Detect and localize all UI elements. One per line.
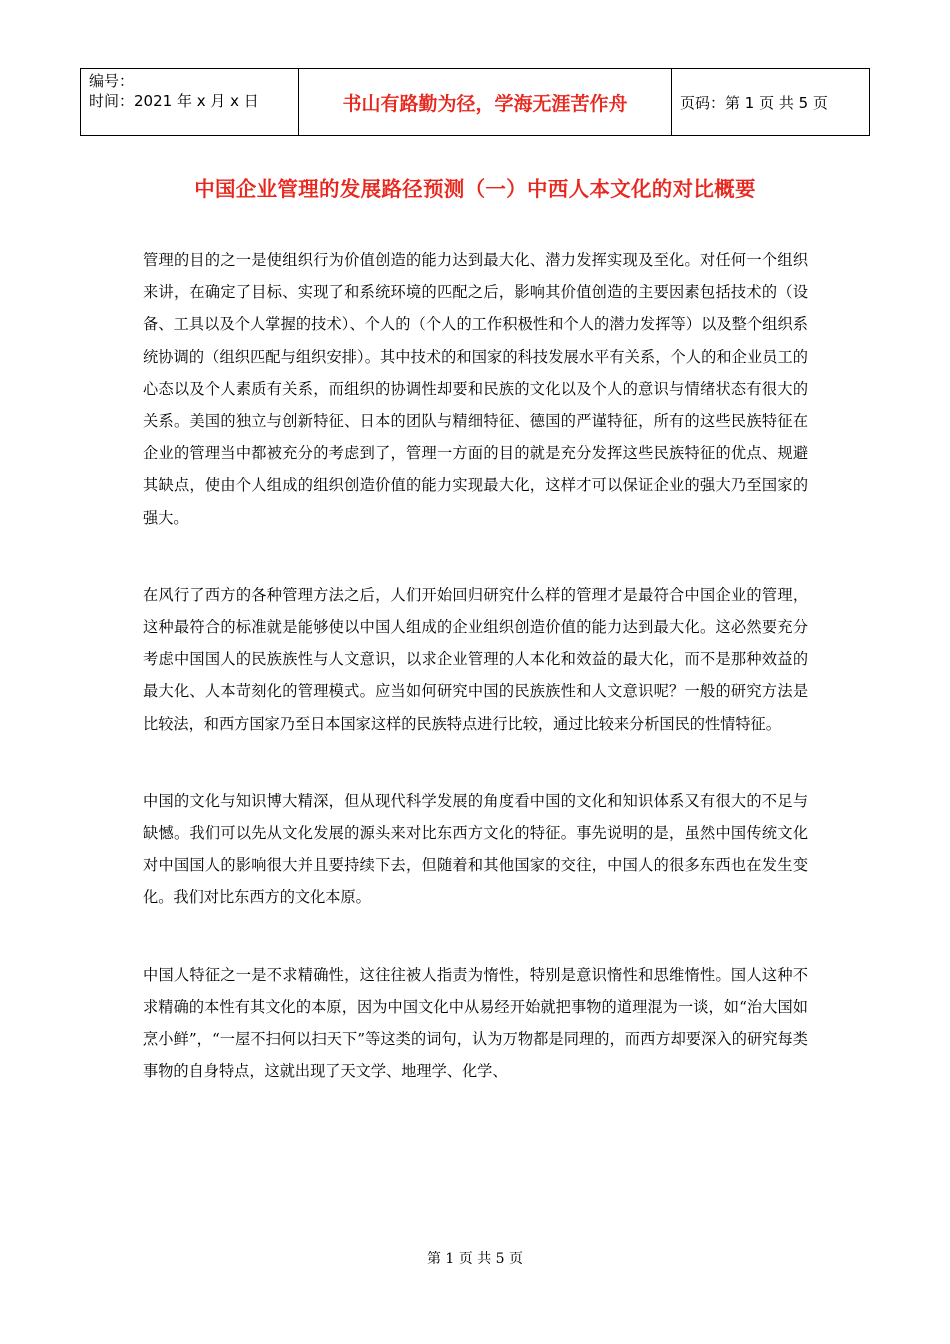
paragraph: 中国的文化与知识博大精深，但从现代科学发展的角度看中国的文化和知识体系又有很大的不足与缺憾。我们可以先从文化发展的源头来对比东西方文化的特征。事先说明的是，虽然中国传统文化对中国国人的影响很大并且要持续下去，但随着和其他国家的交往，中国人的很多东西也在发生变化。我们对比东西方的文化本原。 [143, 791, 808, 907]
paragraph: 在风行了西方的各种管理方法之后，人们开始回归研究什么样的管理才是最符合中国企业的管理，这种最符合的标准就是能够使以中国人组成的企业组织创造价值的能力达到最大化。这必然要充分考虑中国国人的民族族性与人文意识，以求企业管理的人本化和效益的最大化，而不是那种效益的最大化、人本苛刻化的管理模式。应当如何研究中国的民族族性和人文意识呢？一般的研究方法是比较法，和西方国家乃至日本国家这样的民族特点进行比较，通过比较来分析国民的性情特征。 [143, 585, 808, 733]
document-body [143, 244, 808, 1132]
paragraph: 管理的目的之一是使组织行为价值创造的能力达到最大化、潜力发挥实现及至化。对任何一个组织来讲，在确定了目标、实现了和系统环境的匹配之后，影响其价值创造的主要因素包括技术的（设备、工具以及个人掌握的技术）、个人的（个人的工作积极性和个人的潜力发挥等）以及整个组织系统协调的（组织匹配与组织安排）。其中技术的和国家的科技发展水平有关系，个人的和企业员工的心态以及个人素质有关系，而组织的协调性却要和民族的文化以及个人的意识与情绪状态有很大的关系。美国的独立与创新特征、日本的团队与精细特征、德国的严谨特征，所有的这些民族特征在企业的管理当中都被充分的考虑到了，管理一方面的目的就是充分发挥这些民族特征的优点、规避其缺点，使由个人组成的组织创造价值的能力实现最大化，这样才可以保证企业的强大乃至国家的强大。 [143, 251, 808, 527]
document-title: 中国企业管理的发展路径预测（一）中西人本文化的对比概要 [194, 177, 756, 201]
header-meta-cell [81, 69, 299, 136]
serial-number-label: 编号： [89, 72, 135, 90]
paragraph: 中国人特征之一是不求精确性，这往往被人指责为惰性，特别是意识惰性和思维惰性。国人这种不求精确的本性有其文化的本原，因为中国文化中从易经开始就把事物的道理混为一谈，如“治大国如烹小鲜”，“一屋不扫何以扫天下”等这类的词句，认为万物都是同理的，而西方却要深入的研究每类事物的自身特点，这就出现了天文学、地理学、化学、 [143, 965, 808, 1081]
document-header [80, 68, 870, 136]
time-label: 时间：2021 年 x 月 x 日 [89, 92, 259, 110]
header-motto: 书山有路勤为径，学海无涯苦作舟 [299, 69, 672, 136]
page-footer: 第 1 页 共 5 页 [426, 1251, 524, 1267]
header-page-info: 页码：第 1 页 共 5 页 [672, 69, 870, 136]
